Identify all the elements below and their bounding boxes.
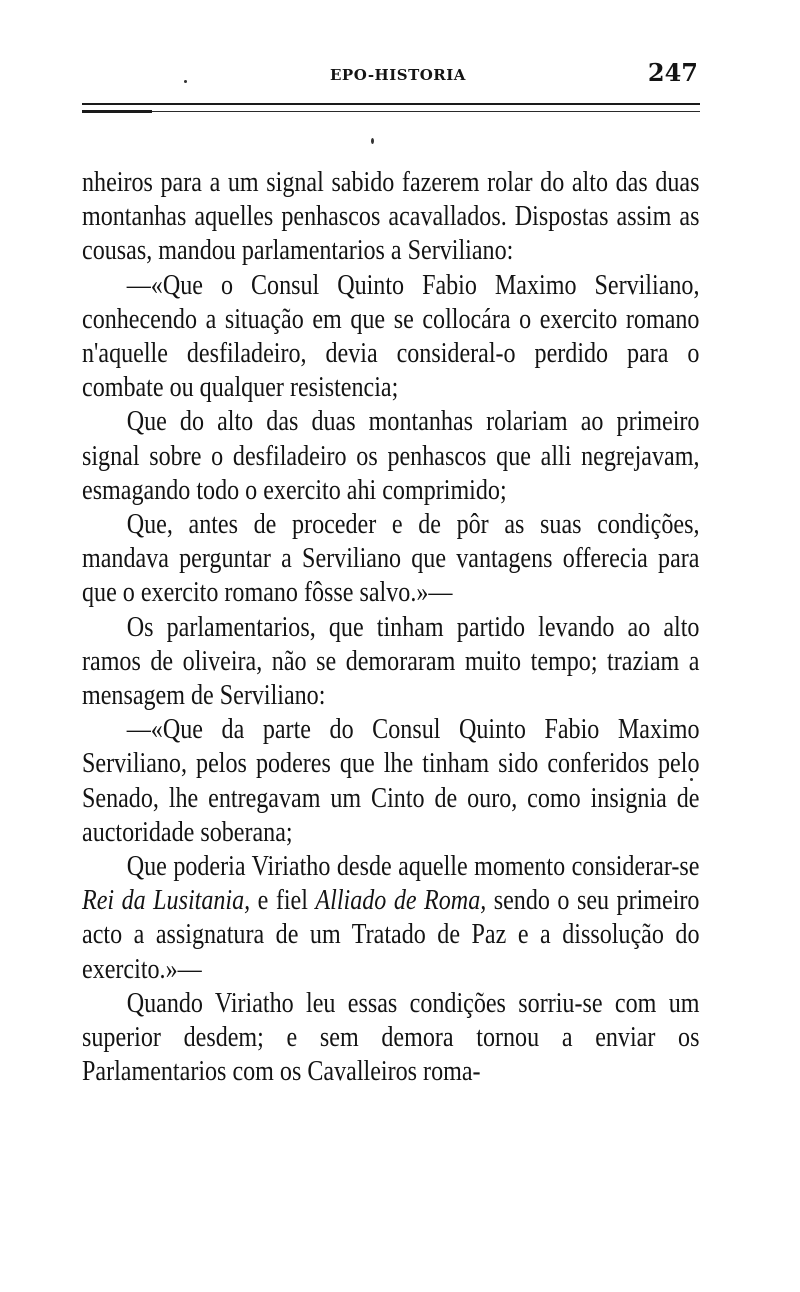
paragraph-7 (82, 850, 699, 987)
paragraph-6: —«Que da parte do Consul Quinto Fabio Maximo Serviliano, pelos poderes que lhe tinham sido conferidos pelo Senado, lhe entregavam um Cinto de ouro, como insignia de auctoridade soberana; (82, 714, 700, 848)
page-number: 247 (647, 58, 698, 87)
emphasis-rei-da-lusitania: Rei da Lusitania, (82, 885, 251, 917)
paragraph-2: —«Que o Consul Quinto Fabio Maximo Serviliano, conhecendo a situação em que se collocára o exercito romano n'aquelle desfiladeiro, devia consideral-o perdido para o combate ou qualquer resistencia; (82, 269, 700, 404)
header-rule-top (82, 103, 700, 105)
paragraph-4: Que, antes de proceder e de pôr as suas condições, mandava perguntar a Serviliano que vantagens offerecia para que o exercito romano fôsse salvo.»— (82, 509, 700, 609)
body-text (82, 166, 699, 1089)
header-rule-bottom (82, 111, 700, 112)
running-head (82, 58, 700, 88)
paragraph-1: nheiros para a um signal sabido fazerem rolar do alto das duas montanhas aquelles penhascos acavallados. Dispostas assim as cousas, mandou parlamentarios a Serviliano: (82, 167, 700, 267)
print-speck (184, 80, 187, 83)
paragraph-8: Quando Viriatho leu essas condições sorriu-se com um superior desdem; e sem demora tornou a enviar os Parlamentarios com os Cavalleiros roma- (82, 987, 700, 1088)
header-rule-segment (82, 110, 152, 113)
emphasis-alliado-de-roma: Alliado de Roma, (315, 885, 487, 917)
paragraph-7-text-a: Que poderia Viriatho desde aquelle momento considerar-se (126, 851, 700, 883)
paragraph-5: Os parlamentarios, que tinham partido levando ao alto ramos de oliveira, não se demoraram muito tempo; traziam a mensagem de Serviliano: (82, 611, 700, 712)
print-speck (371, 138, 374, 144)
paragraph-7-text-c: sendo o seu primeiro acto a assignatura de um Tratado de Paz e a dissolução do exercito.»— (82, 885, 700, 985)
paragraph-3: Que do alto das duas montanhas rolariam ao primeiro signal sobre o desfiladeiro os penhascos que alli negrejavam, esmagando todo o exercito ahi comprimido; (82, 406, 700, 506)
running-title: EPO-HISTORIA (330, 66, 466, 84)
paragraph-7-text-b: e fiel (250, 885, 316, 917)
